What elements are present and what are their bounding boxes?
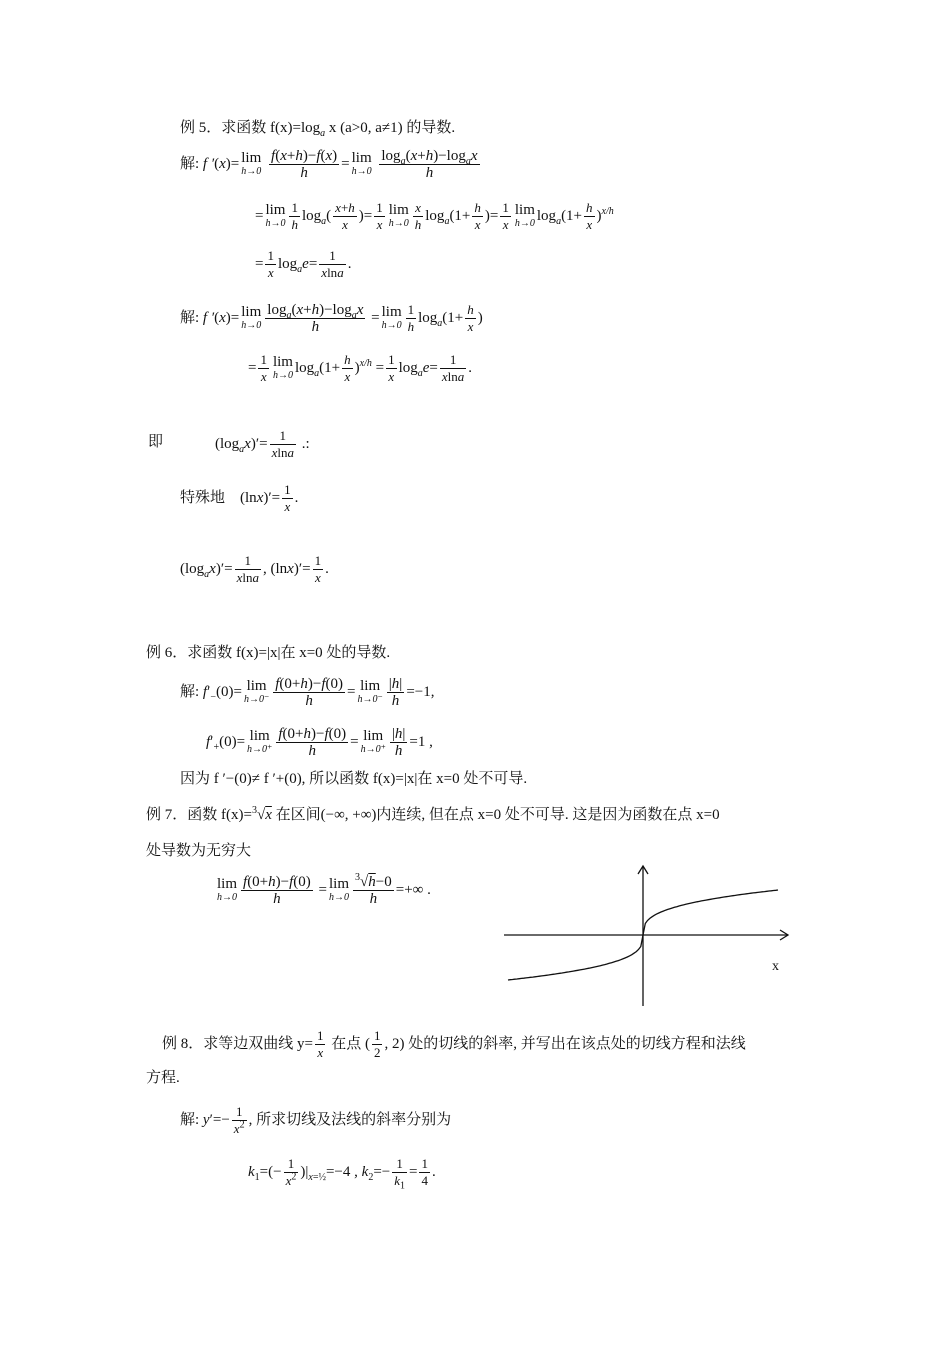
example5-solution-line3: = $\frac{1}{x}$ $\log_ae=$ $\frac{1}{xlna}$ . [255, 248, 352, 280]
log-formulas-summary: $(\log_ax)'=$ $\frac{1}{xlna}$ , (lnx)′= $\frac{1}{x}$ . [180, 553, 329, 585]
example8-line2: 方程. [146, 1070, 180, 1086]
example6-right-derivative: $f'_+(0)=$ lim h→0⁺ $\frac{f(0+h)-f(0)}{h}$ = lim h→0⁺ $\frac{|h|}{h}$ =1 , [206, 726, 433, 759]
example7-line2: 处导数为无穷大 [146, 843, 252, 859]
ji-label: 即 [148, 434, 164, 450]
example5-solution-line1: 解: f ′(x)= lim h→0 $\frac{f(x+h)-f(x)}{h}$ = lim h→0 $\frac{\log_a(x+h)-\log_ax}{h}$ [180, 148, 478, 181]
example5-solution-line2: = lim h→0 $\frac{1}{h}$ $\log_a$( $\frac{x+h}{x}$ )= $\frac{1}{x}$ lim h→0 $\frac{x}{h}$ $\log_a(1+$ $\frac{h}{x}$ )= $\frac{1}{x}$ lim h→0 $\log_a(1+$ $\frac{h}{x}$ )$^{x/h}$ [255, 200, 614, 232]
example7-limit: lim h→0 $\frac{f(0+h)-f(0)}{h}$ = lim h→0 $\frac{^3√h-0}{h}$ =+∞ . [217, 872, 431, 907]
example5-solution2-line1: 解: f ′(x)= lim h→0 $\frac{\log_a(x+h)-\log_ax}{h}$ = lim h→0 $\frac{1}{h}$ $\log_a(1+$ $\frac{h}{x}$ ) [180, 302, 483, 335]
example6-left-derivative: 解: $f'_-(0)=$ lim h→0⁻ $\frac{f(0+h)-f(0)}{h}$ = lim h→0⁻ $\frac{|h|}{h}$ =−1, [180, 676, 435, 709]
log-derivative-formula: $(\log_ax)'=$ $\frac{1}{xlna}$ .: [215, 428, 310, 460]
graph-x-label: x [772, 959, 779, 974]
example7-title: 例 7．函数 f(x)=$^3$√x 在区间(−∞, +∞)内连续, 但在点 x=0 处不可导. 这是因为函数在点 x=0 [146, 805, 720, 823]
special-case: 特殊地 (lnx)′= $\frac{1}{x}$ . [180, 482, 299, 514]
example5-title: 例 5．求函数 $f(x)=\log_a$ x (a>0, a≠1) 的导数. [180, 120, 456, 139]
example8-title: 例 8．求等边双曲线 y= $\frac{1}{x}$ 在点 ( $\frac{1}{2}$ , 2) 处的切线的斜率, 并写出在该点处的切线方程和法线 [162, 1028, 746, 1060]
example8-slopes: $k_1=(-$ $\frac{1}{x^2}$ )$|_{x=\frac{1}{2}}=-4$ , $k_2=-$ $\frac{1}{k_1}$ = $\frac{1}{4}$ . [248, 1156, 436, 1192]
cube-root-graph [500, 860, 800, 1010]
example6-conclusion: 因为 f ′−(0)≠ f ′+(0), 所以函数 f(x)=|x|在 x=0 处不可导. [180, 771, 528, 787]
example5-solution2-line2: = $\frac{1}{x}$ lim h→0 $\log_a(1+$ $\frac{h}{x}$ )$^{x/h}$ = $\frac{1}{x}$ $\log_ae=$ $\frac{1}{xlna}$ . [248, 352, 473, 384]
example8-derivative: 解: y′=− $\frac{1}{x^2}$ , 所求切线及法线的斜率分别为 [180, 1104, 452, 1136]
example6-title: 例 6．求函数 f(x)=|x|在 x=0 处的导数. [146, 645, 391, 661]
